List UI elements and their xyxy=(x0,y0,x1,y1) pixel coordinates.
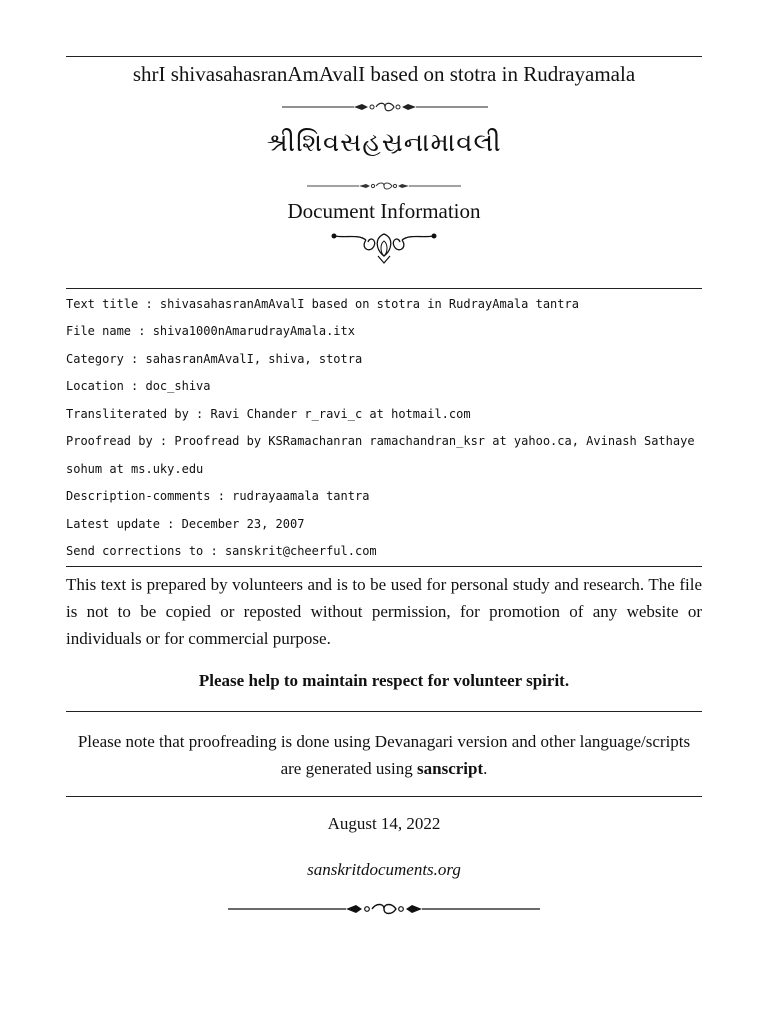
meta-description: Description-comments : rudrayaamala tantra xyxy=(66,489,370,503)
note-text: Please note that proofreading is done using Devanagari version and other language/scripts are generated using xyxy=(77,732,691,778)
respect-line: Please help to maintain respect for volunteer spirit. xyxy=(198,671,570,690)
document-title: shrI shivasahasranAmAvalI based on stotra in Rudrayamala xyxy=(132,62,636,86)
scroll-ornament-icon xyxy=(330,226,438,266)
meta-transliterated-by: Transliterated by : Ravi Chander r_ravi_c at hotmail.com xyxy=(66,407,471,421)
script-title: શ્રીશિવસહસ્રનામાવલી xyxy=(266,128,502,158)
section-title: Document Information xyxy=(287,199,481,223)
metadata-top-rule xyxy=(66,288,702,289)
top-rule xyxy=(66,56,702,57)
meta-category: Category : sahasranAmAvalI, shiva, stotra xyxy=(66,352,363,366)
meta-proofread-by: Proofread by : Proofread by KSRamachanran ramachandran_ksr at yahoo.ca, Avinash Sathaye xyxy=(66,434,695,448)
divider-flourish-icon xyxy=(282,100,488,114)
meta-location: Location : doc_shiva xyxy=(66,379,211,393)
note-period: . xyxy=(483,759,488,778)
meta-latest-update: Latest update : December 23, 2007 xyxy=(66,517,305,531)
site-name: sanskritdocuments.org xyxy=(307,860,461,879)
note-top-rule xyxy=(66,711,702,712)
document-date: August 14, 2022 xyxy=(327,814,441,833)
meta-file-name: File name : shiva1000nAmarudrayAmala.itx xyxy=(66,324,355,338)
proofreading-note xyxy=(66,728,702,782)
meta-proofread-continued: sohum at ms.uky.edu xyxy=(66,462,204,476)
metadata-bottom-rule xyxy=(66,566,702,567)
divider-flourish-icon xyxy=(307,180,461,192)
note-bottom-rule xyxy=(66,796,702,797)
disclaimer-paragraph: This text is prepared by volunteers and is to be used for personal study and research. The file is not to be copied or reposted without permission, for promotion of any website or individuals or for commercial purpose. xyxy=(66,575,702,648)
sanscript-link-text: sanscript xyxy=(417,759,484,778)
meta-send-corrections: Send corrections to : sanskrit@cheerful.com xyxy=(66,544,377,558)
meta-text-title: Text title : shivasahasranAmAvalI based on stotra in RudrayAmala tantra xyxy=(66,297,579,311)
divider-flourish-icon xyxy=(228,902,540,916)
